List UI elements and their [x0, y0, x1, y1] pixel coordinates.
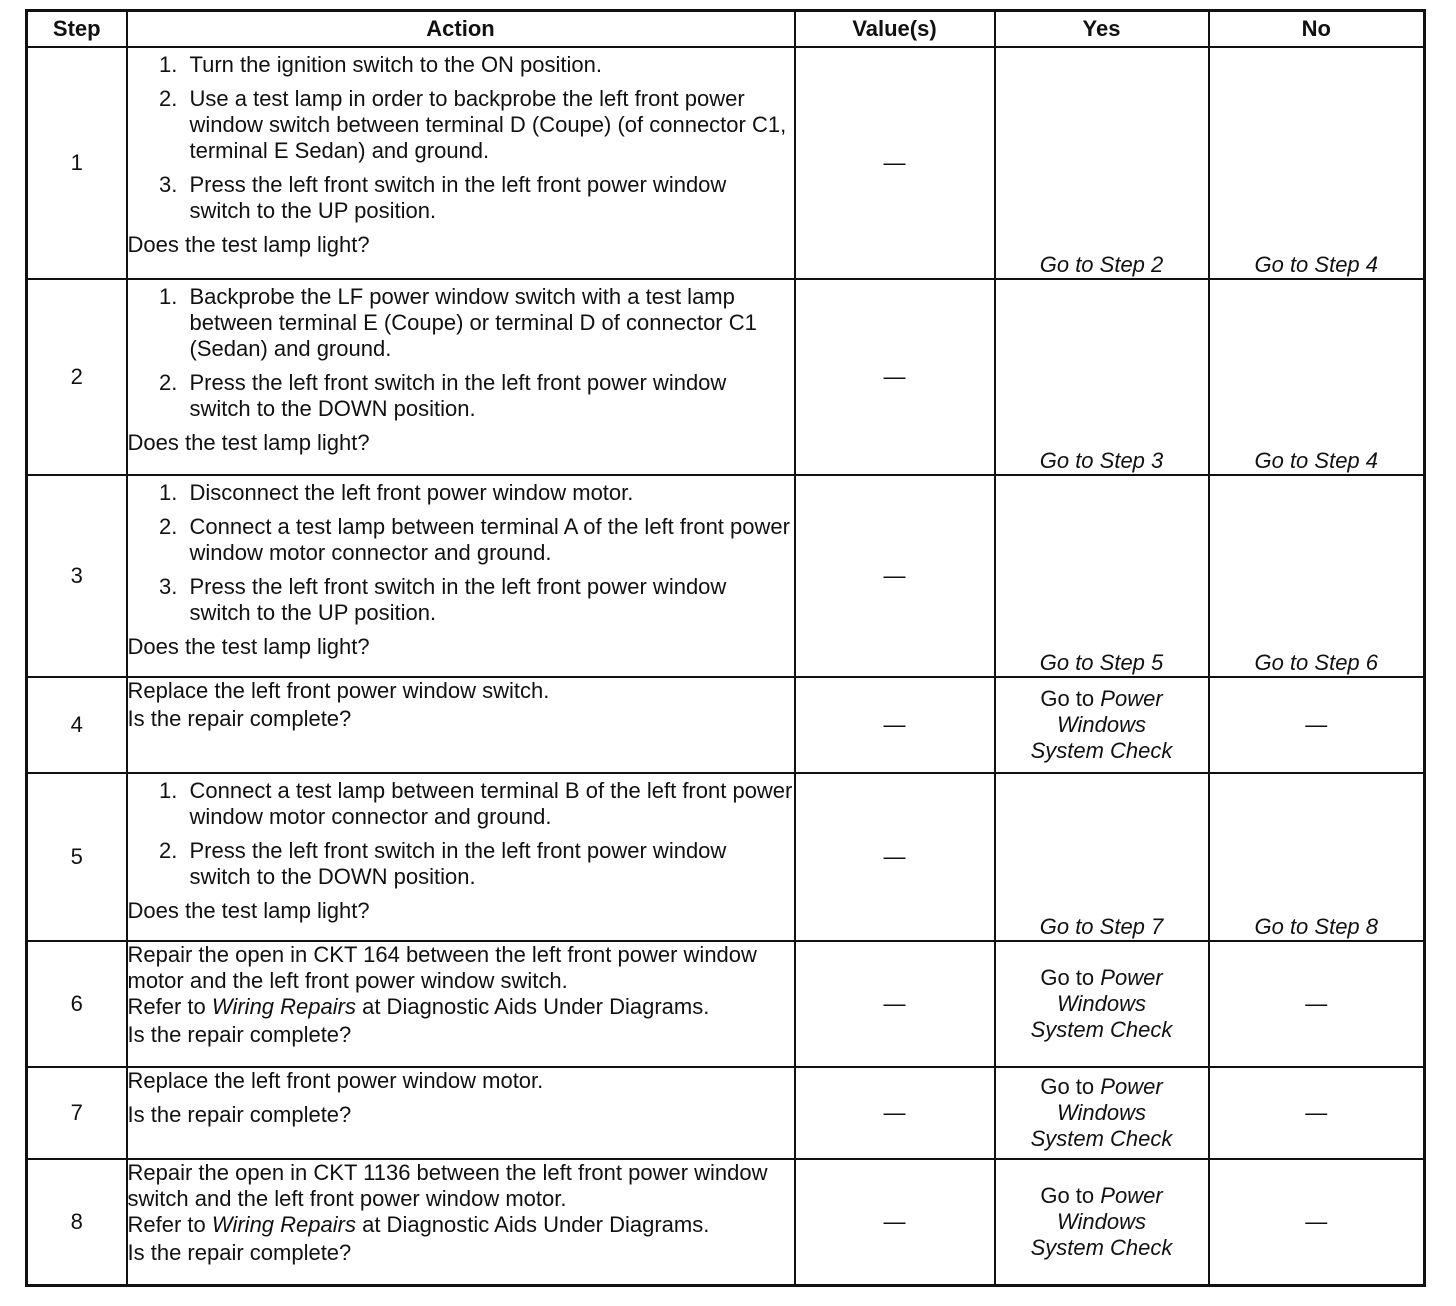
action-item: 2. Press the left front switch in the left front power window switch to the DOWN position.: [184, 370, 794, 422]
table-row: [27, 677, 1425, 773]
yes-link-power: Power: [1100, 1182, 1163, 1208]
yes-go-to: Go to: [1040, 1074, 1095, 1099]
action-text: Replace the left front power window motor.: [127, 1068, 544, 1093]
table-row: [27, 47, 1425, 279]
yes-link-power: Power: [1100, 686, 1163, 711]
yes-go-to: Go to: [1040, 686, 1095, 711]
yes-cell: Go to Step 2: [995, 47, 1209, 279]
step-number: 7: [27, 1067, 127, 1159]
step-number: 6: [27, 941, 127, 1067]
yes-link-windows: Windows: [1056, 991, 1147, 1016]
no-cell: Go to Step 8: [1209, 773, 1425, 941]
step-number: 3: [27, 475, 127, 677]
no-cell: —: [1209, 1159, 1425, 1285]
action-question: Is the repair complete?: [127, 1240, 352, 1265]
action-item: 2. Press the left front switch in the left front power window switch to the DOWN position.: [184, 838, 794, 890]
action-text: Replace the left front power window switch.: [127, 678, 550, 703]
yes-link-system-check: System Check: [1030, 1234, 1173, 1260]
refer-suffix: at Diagnostic Aids Under Diagrams.: [362, 1212, 710, 1237]
action-item: 1. Disconnect the left front power window motor.: [184, 480, 794, 506]
header-values: Value(s): [795, 11, 995, 48]
value-cell: —: [795, 1159, 995, 1285]
action-question: Does the test lamp light?: [127, 232, 370, 257]
yes-cell: [995, 941, 1209, 1067]
value-cell: —: [795, 941, 995, 1067]
refer-prefix: Refer to: [127, 1212, 206, 1237]
action-cell: [127, 1159, 795, 1285]
action-cell: [127, 941, 795, 1067]
value-cell: —: [795, 1067, 995, 1159]
action-question: Does the test lamp light?: [127, 898, 370, 923]
yes-go-to: Go to: [1040, 1182, 1095, 1208]
action-text: Repair the open in CKT 164 between the left front power window motor and the left front power window switch.: [127, 942, 757, 993]
step-number: 5: [27, 773, 127, 941]
yes-cell: Go to Step 3: [995, 279, 1209, 475]
yes-link-system-check: System Check: [1030, 1126, 1173, 1151]
yes-go-to: Go to: [1040, 965, 1095, 990]
yes-link-power: Power: [1100, 965, 1163, 990]
wiring-repairs-link[interactable]: Wiring Repairs: [211, 1212, 356, 1237]
value-cell: —: [795, 773, 995, 941]
yes-cell: [995, 1159, 1209, 1285]
action-item: 1. Turn the ignition switch to the ON position.: [184, 52, 794, 78]
header-step: Step: [27, 11, 127, 48]
action-cell: [127, 1067, 795, 1159]
action-cell: [127, 279, 795, 475]
no-cell: —: [1209, 941, 1425, 1067]
table-row: [27, 941, 1425, 1067]
wiring-repairs-link[interactable]: Wiring Repairs: [211, 994, 356, 1019]
table-row: [27, 1159, 1425, 1285]
yes-link-system-check: System Check: [1030, 738, 1173, 763]
header-yes: Yes: [995, 11, 1209, 48]
no-cell: —: [1209, 677, 1425, 773]
action-item: 2. Use a test lamp in order to backprobe the left front power window switch between terminal D (Coupe) (of connector C1, terminal E Sedan) and ground.: [184, 86, 794, 164]
action-item: 2. Connect a test lamp between terminal A of the left front power window motor connector and ground.: [184, 514, 794, 566]
step-number: 8: [27, 1159, 127, 1285]
action-cell: [127, 677, 795, 773]
refer-line: [128, 1212, 794, 1238]
table-row: [27, 475, 1425, 677]
yes-cell: [995, 1067, 1209, 1159]
action-item: 3. Press the left front switch in the left front power window switch to the UP position.: [184, 574, 794, 626]
yes-cell: Go to Step 5: [995, 475, 1209, 677]
step-number: 2: [27, 279, 127, 475]
action-item: 3. Press the left front switch in the left front power window switch to the UP position.: [184, 172, 794, 224]
value-cell: —: [795, 475, 995, 677]
refer-prefix: Refer to: [127, 994, 206, 1019]
yes-cell: [995, 677, 1209, 773]
action-question: Is the repair complete?: [127, 706, 352, 731]
refer-line: [128, 994, 794, 1020]
no-cell: Go to Step 4: [1209, 279, 1425, 475]
yes-link-windows: Windows: [1056, 712, 1147, 737]
action-cell: [127, 47, 795, 279]
table-row: [27, 1067, 1425, 1159]
yes-link-windows: Windows: [1056, 1100, 1147, 1125]
header-action: Action: [127, 11, 795, 48]
header-no: No: [1209, 11, 1425, 48]
action-cell: [127, 773, 795, 941]
action-item: 1. Connect a test lamp between terminal B of the left front power window motor connector and ground.: [184, 778, 794, 830]
yes-link-windows: Windows: [1056, 1208, 1147, 1234]
no-cell: —: [1209, 1067, 1425, 1159]
header-row: [27, 11, 1425, 48]
yes-link-system-check: System Check: [1030, 1017, 1173, 1042]
action-item: 1. Backprobe the LF power window switch with a test lamp between terminal E (Coupe) or terminal D of connector C1 (Sedan) and ground.: [184, 284, 794, 362]
step-number: 4: [27, 677, 127, 773]
value-cell: —: [795, 677, 995, 773]
refer-suffix: at Diagnostic Aids Under Diagrams.: [362, 994, 710, 1019]
diagnostic-table: [25, 9, 1426, 1287]
no-cell: Go to Step 4: [1209, 47, 1425, 279]
action-text: Repair the open in CKT 1136 between the left front power window switch and the left front power window motor.: [127, 1160, 768, 1211]
table-row: [27, 773, 1425, 941]
action-question: Does the test lamp light?: [127, 430, 370, 455]
value-cell: —: [795, 279, 995, 475]
step-number: 1: [27, 47, 127, 279]
yes-cell: Go to Step 7: [995, 773, 1209, 941]
action-question: Is the repair complete?: [127, 1102, 352, 1127]
table-row: [27, 279, 1425, 475]
action-question: Does the test lamp light?: [127, 634, 370, 659]
action-cell: [127, 475, 795, 677]
value-cell: —: [795, 47, 995, 279]
no-cell: Go to Step 6: [1209, 475, 1425, 677]
action-question: Is the repair complete?: [127, 1022, 352, 1047]
yes-link-power: Power: [1100, 1074, 1163, 1099]
